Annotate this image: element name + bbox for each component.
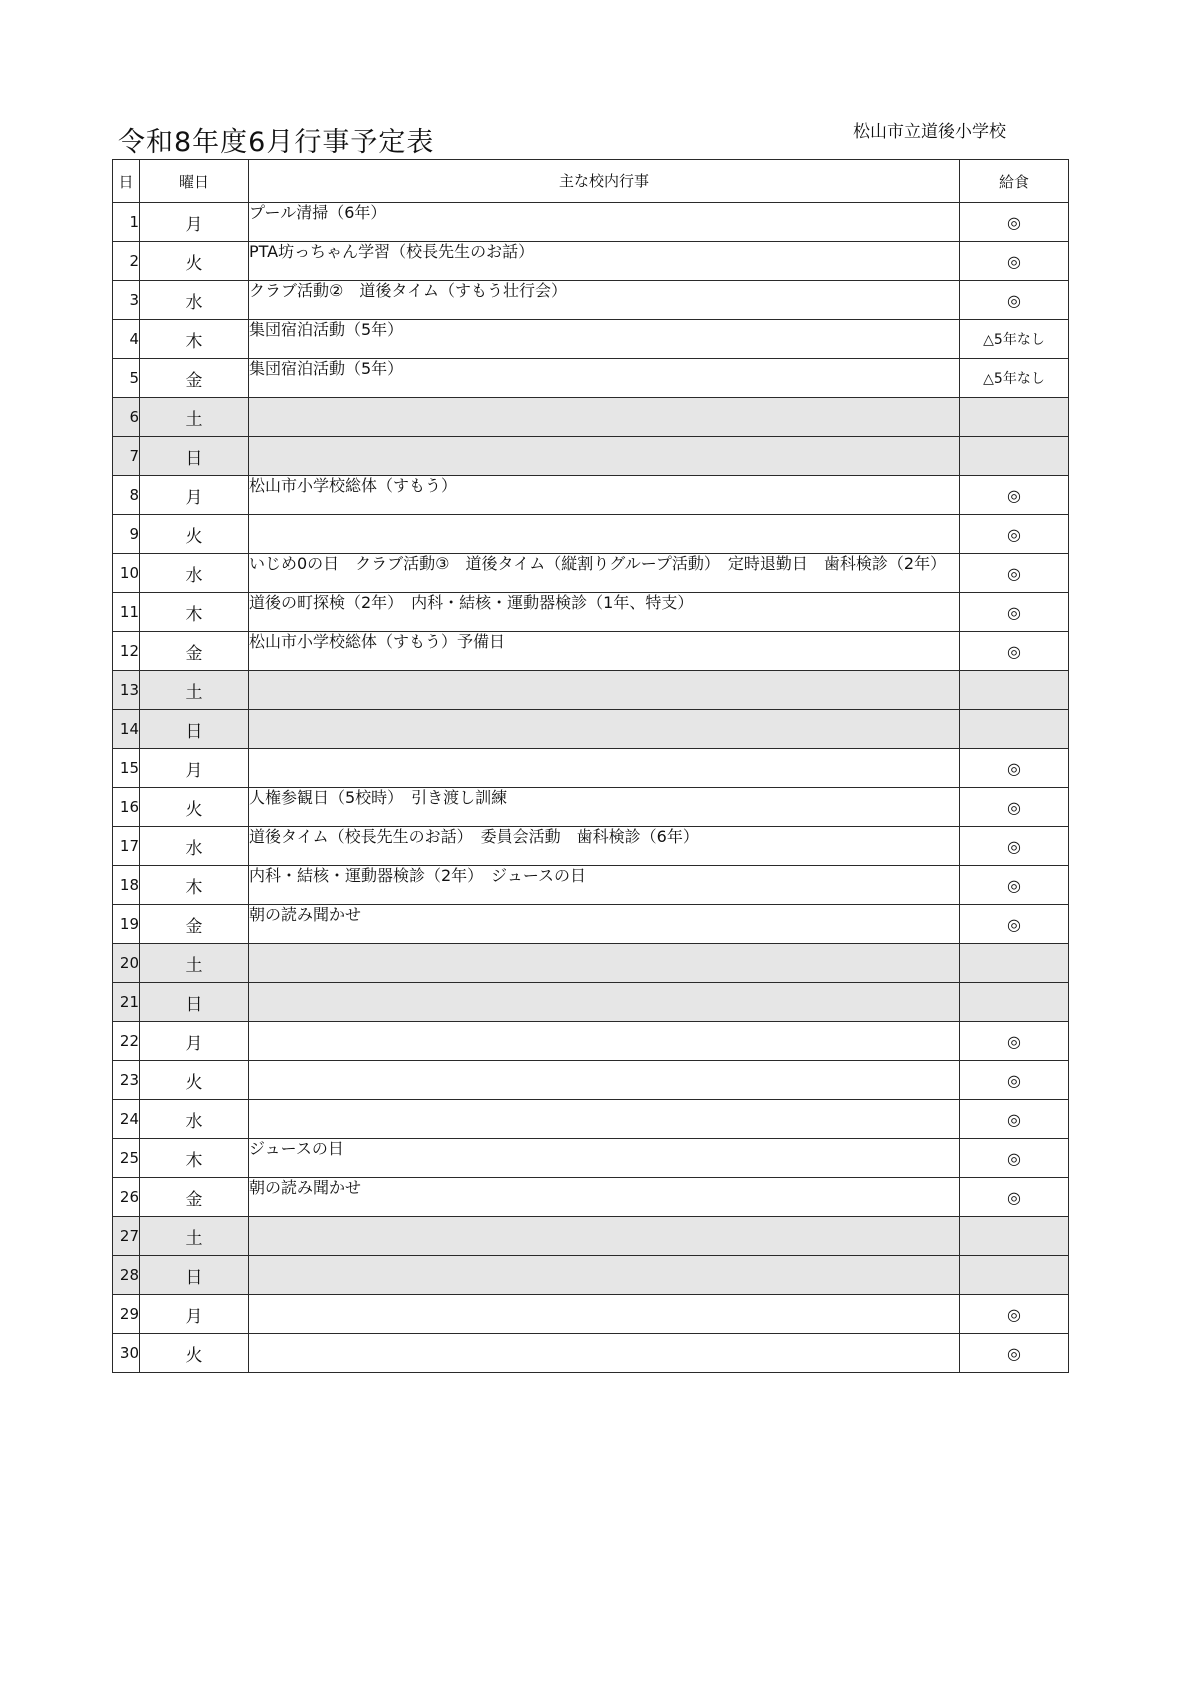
- weekday-cell: 土: [140, 671, 249, 710]
- weekday-cell: 火: [140, 788, 249, 827]
- table-row: [113, 554, 1069, 593]
- events-text: [249, 983, 959, 984]
- weekday-cell: 金: [140, 632, 249, 671]
- events-cell: [249, 632, 960, 671]
- table-row: [113, 944, 1069, 983]
- school-name: 松山市立道後小学校: [853, 122, 1006, 142]
- day-cell: 22: [113, 1022, 140, 1061]
- weekday-cell: 木: [140, 593, 249, 632]
- page-title: 令和8年度6月行事予定表: [118, 127, 435, 158]
- weekday-cell: 月: [140, 476, 249, 515]
- header-row: [113, 160, 1069, 203]
- day-cell: 21: [113, 983, 140, 1022]
- table-row: [113, 476, 1069, 515]
- lunch-cell: ◎: [960, 749, 1069, 788]
- header-lunch: 給食: [960, 160, 1069, 203]
- events-cell: [249, 359, 960, 398]
- events-text: 朝の読み聞かせ: [249, 1178, 362, 1197]
- day-cell: 18: [113, 866, 140, 905]
- weekday-cell: 日: [140, 983, 249, 1022]
- lunch-cell: ◎: [960, 242, 1069, 281]
- weekday-cell: 月: [140, 1295, 249, 1334]
- lunch-cell: ◎: [960, 827, 1069, 866]
- table-row: [113, 281, 1069, 320]
- day-cell: 29: [113, 1295, 140, 1334]
- day-cell: 16: [113, 788, 140, 827]
- weekday-cell: 土: [140, 1217, 249, 1256]
- events-text: [249, 1217, 959, 1218]
- events-cell: [249, 749, 960, 788]
- day-cell: 28: [113, 1256, 140, 1295]
- lunch-cell: ◎: [960, 866, 1069, 905]
- events-text: [249, 398, 959, 399]
- events-text: PTA坊っちゃん学習（校長先生のお話）: [249, 242, 535, 261]
- events-cell: [249, 281, 960, 320]
- events-text: [249, 944, 959, 945]
- events-cell: [249, 320, 960, 359]
- events-text: 松山市小学校総体（すもう）: [249, 476, 458, 495]
- events-text: 集団宿泊活動（5年）: [249, 320, 404, 339]
- weekday-cell: 火: [140, 515, 249, 554]
- lunch-cell: [960, 671, 1069, 710]
- events-text: [249, 710, 959, 711]
- events-cell: [249, 203, 960, 242]
- events-cell: [249, 1256, 960, 1295]
- events-cell: [249, 593, 960, 632]
- table-row: [113, 593, 1069, 632]
- events-cell: [249, 515, 960, 554]
- weekday-cell: 日: [140, 437, 249, 476]
- weekday-cell: 木: [140, 320, 249, 359]
- events-text: [249, 1100, 959, 1101]
- events-text: クラブ活動② 道後タイム（すもう壮行会）: [249, 281, 568, 300]
- day-cell: 30: [113, 1334, 140, 1373]
- weekday-cell: 水: [140, 827, 249, 866]
- events-text: 集団宿泊活動（5年）: [249, 359, 404, 378]
- day-cell: 15: [113, 749, 140, 788]
- table-row: [113, 320, 1069, 359]
- events-text: [249, 1295, 959, 1296]
- table-row: [113, 632, 1069, 671]
- lunch-cell: ◎: [960, 554, 1069, 593]
- events-text: ジュースの日: [249, 1139, 344, 1158]
- day-cell: 2: [113, 242, 140, 281]
- events-cell: [249, 827, 960, 866]
- lunch-cell: [960, 944, 1069, 983]
- day-cell: 27: [113, 1217, 140, 1256]
- table-row: [113, 983, 1069, 1022]
- events-cell: [249, 1178, 960, 1217]
- table-row: [113, 203, 1069, 242]
- day-cell: 20: [113, 944, 140, 983]
- events-text: プール清掃（6年）: [249, 203, 387, 222]
- table-row: [113, 359, 1069, 398]
- events-cell: [249, 1022, 960, 1061]
- header-weekday: 曜日: [140, 160, 249, 203]
- table-row: [113, 1295, 1069, 1334]
- day-cell: 12: [113, 632, 140, 671]
- table-row: [113, 788, 1069, 827]
- events-cell: [249, 1217, 960, 1256]
- weekday-cell: 火: [140, 1061, 249, 1100]
- table-row: [113, 866, 1069, 905]
- day-cell: 1: [113, 203, 140, 242]
- lunch-cell: ◎: [960, 1295, 1069, 1334]
- lunch-cell: [960, 710, 1069, 749]
- weekday-cell: 木: [140, 1139, 249, 1178]
- day-cell: 6: [113, 398, 140, 437]
- weekday-cell: 水: [140, 281, 249, 320]
- day-cell: 10: [113, 554, 140, 593]
- events-cell: [249, 710, 960, 749]
- weekday-cell: 日: [140, 1256, 249, 1295]
- events-text: 松山市小学校総体（すもう）予備日: [249, 632, 506, 651]
- events-text: いじめ0の日 クラブ活動③ 道後タイム（縦割りグループ活動） 定時退勤日 歯科検診（2年）: [249, 554, 947, 573]
- weekday-cell: 月: [140, 749, 249, 788]
- lunch-cell: ◎: [960, 1100, 1069, 1139]
- events-cell: [249, 1295, 960, 1334]
- day-cell: 23: [113, 1061, 140, 1100]
- lunch-cell: [960, 1217, 1069, 1256]
- lunch-cell: ◎: [960, 632, 1069, 671]
- weekday-cell: 土: [140, 398, 249, 437]
- day-cell: 17: [113, 827, 140, 866]
- weekday-cell: 火: [140, 242, 249, 281]
- table-row: [113, 1256, 1069, 1295]
- schedule-body: [113, 203, 1069, 1373]
- day-cell: 25: [113, 1139, 140, 1178]
- day-cell: 9: [113, 515, 140, 554]
- lunch-cell: [960, 1256, 1069, 1295]
- day-cell: 26: [113, 1178, 140, 1217]
- table-row: [113, 671, 1069, 710]
- day-cell: 24: [113, 1100, 140, 1139]
- table-row: [113, 242, 1069, 281]
- events-cell: [249, 554, 960, 593]
- lunch-cell: [960, 437, 1069, 476]
- events-text: [249, 1022, 959, 1023]
- events-text: 道後タイム（校長先生のお話） 委員会活動 歯科検診（6年）: [249, 827, 699, 846]
- events-text: 道後の町探検（2年） 内科・結核・運動器検診（1年、特支）: [249, 593, 694, 612]
- events-cell: [249, 476, 960, 515]
- table-row: [113, 1217, 1069, 1256]
- lunch-cell: ◎: [960, 1139, 1069, 1178]
- weekday-cell: 日: [140, 710, 249, 749]
- lunch-cell: ◎: [960, 788, 1069, 827]
- weekday-cell: 火: [140, 1334, 249, 1373]
- events-text: [249, 437, 959, 438]
- table-row: [113, 1022, 1069, 1061]
- table-row: [113, 1139, 1069, 1178]
- table-row: [113, 905, 1069, 944]
- events-cell: [249, 905, 960, 944]
- events-text: [249, 1061, 959, 1062]
- weekday-cell: 水: [140, 1100, 249, 1139]
- events-cell: [249, 983, 960, 1022]
- lunch-cell: ◎: [960, 1022, 1069, 1061]
- weekday-cell: 木: [140, 866, 249, 905]
- lunch-cell: ◎: [960, 1178, 1069, 1217]
- events-cell: [249, 1334, 960, 1373]
- lunch-cell: ◎: [960, 476, 1069, 515]
- events-cell: [249, 437, 960, 476]
- events-cell: [249, 1139, 960, 1178]
- events-text: [249, 1334, 959, 1335]
- lunch-cell: ◎: [960, 905, 1069, 944]
- table-row: [113, 515, 1069, 554]
- weekday-cell: 月: [140, 203, 249, 242]
- lunch-cell: [960, 398, 1069, 437]
- lunch-cell: ◎: [960, 203, 1069, 242]
- events-cell: [249, 398, 960, 437]
- day-cell: 19: [113, 905, 140, 944]
- table-row: [113, 749, 1069, 788]
- events-cell: [249, 788, 960, 827]
- weekday-cell: 水: [140, 554, 249, 593]
- events-cell: [249, 944, 960, 983]
- events-cell: [249, 671, 960, 710]
- events-text: [249, 671, 959, 672]
- weekday-cell: 土: [140, 944, 249, 983]
- lunch-cell: ◎: [960, 1061, 1069, 1100]
- day-cell: 5: [113, 359, 140, 398]
- weekday-cell: 金: [140, 905, 249, 944]
- events-text: 朝の読み聞かせ: [249, 905, 362, 924]
- events-text: [249, 515, 959, 516]
- day-cell: 13: [113, 671, 140, 710]
- schedule-table: [112, 159, 1069, 1373]
- table-row: [113, 710, 1069, 749]
- table-row: [113, 437, 1069, 476]
- events-cell: [249, 866, 960, 905]
- table-row: [113, 827, 1069, 866]
- table-row: [113, 1334, 1069, 1373]
- lunch-cell: ◎: [960, 281, 1069, 320]
- weekday-cell: 月: [140, 1022, 249, 1061]
- events-text: 内科・結核・運動器検診（2年） ジュースの日: [249, 866, 587, 885]
- lunch-cell: ◎: [960, 515, 1069, 554]
- lunch-cell: [960, 983, 1069, 1022]
- events-cell: [249, 242, 960, 281]
- day-cell: 4: [113, 320, 140, 359]
- lunch-cell: ◎: [960, 1334, 1069, 1373]
- events-text: [249, 749, 959, 750]
- lunch-cell: ◎: [960, 593, 1069, 632]
- events-text: [249, 1256, 959, 1257]
- weekday-cell: 金: [140, 1178, 249, 1217]
- day-cell: 14: [113, 710, 140, 749]
- table-row: [113, 1061, 1069, 1100]
- header-events: 主な校内行事: [249, 160, 960, 203]
- day-cell: 3: [113, 281, 140, 320]
- events-text: 人権参観日（5校時） 引き渡し訓練: [249, 788, 508, 807]
- events-cell: [249, 1061, 960, 1100]
- header-day: 日: [113, 160, 140, 203]
- weekday-cell: 金: [140, 359, 249, 398]
- day-cell: 8: [113, 476, 140, 515]
- table-row: [113, 1100, 1069, 1139]
- events-cell: [249, 1100, 960, 1139]
- day-cell: 7: [113, 437, 140, 476]
- table-row: [113, 1178, 1069, 1217]
- table-row: [113, 398, 1069, 437]
- day-cell: 11: [113, 593, 140, 632]
- lunch-cell: △5年なし: [960, 320, 1069, 359]
- lunch-cell: △5年なし: [960, 359, 1069, 398]
